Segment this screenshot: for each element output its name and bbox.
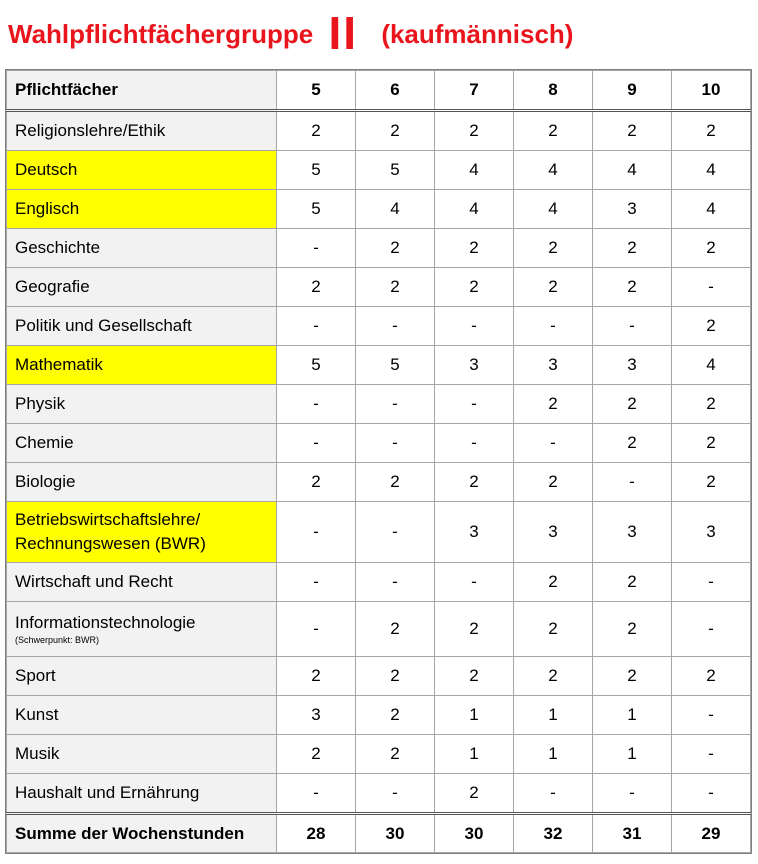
table-row [7,563,751,602]
hours-cell: 2 [593,229,672,268]
hours-cell: 2 [672,424,751,463]
title-suffix: (kaufmännisch) [381,19,574,49]
hours-cell: 2 [593,563,672,602]
hours-cell: 2 [356,696,435,735]
hours-cell: 2 [514,268,593,307]
hours-cell: 2 [435,774,514,814]
subject-name: Geografie [7,268,277,307]
table-row [7,424,751,463]
hours-cell: 1 [593,696,672,735]
hours-cell: - [672,602,751,657]
hours-cell: - [277,602,356,657]
subject-name-highlighted: Deutsch [7,151,277,190]
hours-cell: - [435,424,514,463]
hours-cell: 2 [593,268,672,307]
hours-cell: 2 [672,307,751,346]
subject-name-highlighted: Mathematik [7,346,277,385]
hours-cell: 2 [514,463,593,502]
subject-name: Chemie [7,424,277,463]
hours-cell: 5 [277,190,356,229]
hours-cell: 3 [277,696,356,735]
hours-cell: 2 [514,602,593,657]
header-grade-8: 8 [514,71,593,111]
subject-name-main: Informationstechnologie [15,613,196,632]
hours-cell: 2 [277,735,356,774]
table-row [7,268,751,307]
hours-cell: 5 [277,346,356,385]
hours-cell: 4 [672,151,751,190]
subject-name-highlighted [7,502,277,563]
title-numeral: II [328,7,359,59]
sum-row [7,814,751,853]
hours-cell: 2 [435,463,514,502]
table-header-row [7,71,751,111]
subject-note: (Schwerpunkt: BWR) [15,635,100,645]
header-grade-6: 6 [356,71,435,111]
hours-cell: - [672,696,751,735]
hours-cell: 2 [435,602,514,657]
hours-cell: 5 [356,346,435,385]
hours-cell: 2 [593,385,672,424]
hours-cell: 2 [435,657,514,696]
sum-cell: 30 [435,814,514,853]
table-row [7,111,751,151]
hours-cell: 3 [672,502,751,563]
hours-cell: - [672,774,751,814]
sum-cell: 32 [514,814,593,853]
hours-cell: 2 [514,657,593,696]
table-row [7,735,751,774]
subject-name: Kunst [7,696,277,735]
hours-cell: - [672,563,751,602]
table-row [7,602,751,657]
hours-cell: - [514,424,593,463]
hours-cell: 2 [593,657,672,696]
hours-cell: - [277,563,356,602]
hours-cell: 1 [593,735,672,774]
hours-cell: - [593,774,672,814]
subject-name-line2: Rechnungswesen (BWR) [15,534,206,553]
hours-cell: 2 [593,602,672,657]
hours-cell: 1 [514,696,593,735]
sum-cell: 31 [593,814,672,853]
table-row [7,774,751,814]
hours-cell: 2 [356,268,435,307]
hours-cell: 4 [435,151,514,190]
page-title [8,7,574,59]
hours-cell: 1 [435,696,514,735]
hours-cell: 3 [593,346,672,385]
hours-cell: 2 [356,463,435,502]
subject-hours-table [6,70,751,853]
hours-cell: 2 [435,111,514,151]
header-grade-5: 5 [277,71,356,111]
hours-cell: 2 [593,424,672,463]
hours-cell: - [356,424,435,463]
hours-cell: 2 [514,229,593,268]
hours-cell: 2 [672,463,751,502]
hours-cell: 2 [514,111,593,151]
subject-name: Sport [7,657,277,696]
hours-cell: 4 [356,190,435,229]
hours-cell: - [514,307,593,346]
hours-cell: - [435,385,514,424]
subject-name: Musik [7,735,277,774]
hours-cell: 2 [672,657,751,696]
hours-cell: 2 [514,563,593,602]
header-subject: Pflichtfächer [7,71,277,111]
hours-cell: 2 [356,229,435,268]
hours-cell: 4 [514,190,593,229]
table-row [7,151,751,190]
header-grade-10: 10 [672,71,751,111]
sum-label: Summe der Wochenstunden [7,814,277,853]
subject-name-line1: Betriebswirtschaftslehre/ [15,510,201,529]
hours-cell: 4 [672,190,751,229]
header-grade-7: 7 [435,71,514,111]
title-prefix: Wahlpflichtfächergruppe [8,19,314,49]
hours-cell: 5 [356,151,435,190]
hours-cell: - [356,774,435,814]
hours-cell: 4 [672,346,751,385]
hours-cell: 2 [277,268,356,307]
hours-cell: - [277,229,356,268]
sum-cell: 29 [672,814,751,853]
hours-cell: - [277,307,356,346]
hours-cell: 2 [277,463,356,502]
hours-cell: 2 [514,385,593,424]
table-row [7,657,751,696]
hours-cell: - [672,735,751,774]
hours-cell: - [277,385,356,424]
hours-cell: 2 [356,111,435,151]
hours-cell: 3 [514,502,593,563]
table-row [7,696,751,735]
hours-cell: - [514,774,593,814]
table-row [7,385,751,424]
hours-cell: - [277,424,356,463]
table-row [7,502,751,563]
hours-cell: 2 [672,229,751,268]
table-row [7,346,751,385]
table-row [7,307,751,346]
subject-name: Religionslehre/Ethik [7,111,277,151]
hours-cell: - [277,774,356,814]
hours-cell: 2 [435,268,514,307]
hours-cell: 2 [672,111,751,151]
hours-cell: - [593,307,672,346]
subject-name: Physik [7,385,277,424]
hours-cell: 3 [593,190,672,229]
sum-cell: 28 [277,814,356,853]
hours-cell: 2 [356,657,435,696]
subject-name-highlighted: Englisch [7,190,277,229]
sum-cell: 30 [356,814,435,853]
hours-cell: - [277,502,356,563]
hours-cell: - [435,563,514,602]
hours-cell: - [356,385,435,424]
hours-cell: - [356,307,435,346]
hours-cell: 2 [435,229,514,268]
hours-cell: 4 [435,190,514,229]
hours-cell: 1 [514,735,593,774]
hours-cell: - [593,463,672,502]
table-row [7,229,751,268]
hours-cell: 2 [672,385,751,424]
hours-cell: 3 [435,502,514,563]
subject-name: Haushalt und Ernährung [7,774,277,814]
hours-cell: 2 [356,602,435,657]
hours-cell: 2 [277,111,356,151]
subject-name: Biologie [7,463,277,502]
hours-cell: 2 [277,657,356,696]
hours-cell: - [356,502,435,563]
hours-cell: 5 [277,151,356,190]
hours-cell: - [435,307,514,346]
subject-name: Wirtschaft und Recht [7,563,277,602]
hours-cell: 3 [593,502,672,563]
hours-cell: 4 [593,151,672,190]
table-row [7,463,751,502]
hours-cell: 2 [356,735,435,774]
hours-cell: - [356,563,435,602]
subject-name: Geschichte [7,229,277,268]
hours-cell: 3 [435,346,514,385]
hours-cell: 4 [514,151,593,190]
hours-cell: 3 [514,346,593,385]
hours-cell: 2 [593,111,672,151]
subject-name [7,602,277,657]
header-grade-9: 9 [593,71,672,111]
table-row [7,190,751,229]
hours-cell: - [672,268,751,307]
hours-cell: 1 [435,735,514,774]
subject-name: Politik und Gesellschaft [7,307,277,346]
